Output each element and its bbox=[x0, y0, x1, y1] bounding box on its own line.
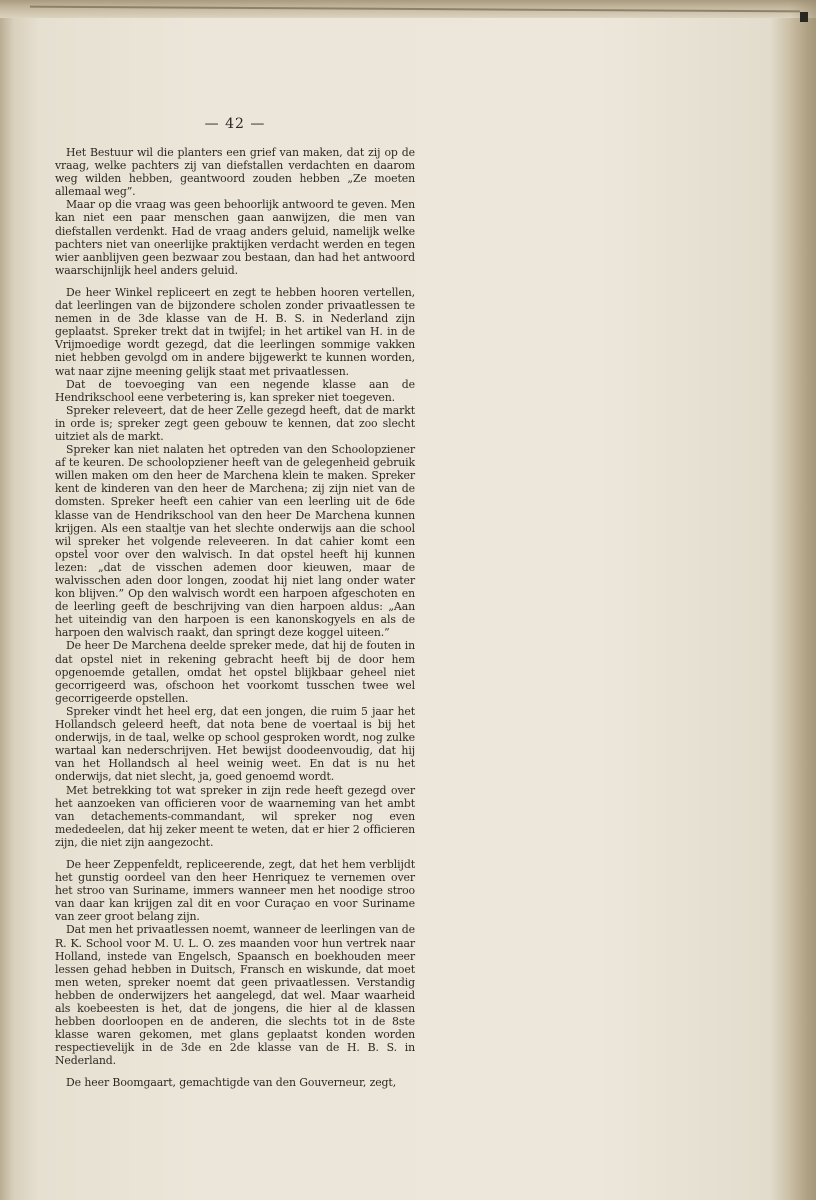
paragraph: Spreker releveert, dat de heer Zelle gezegd heeft, dat de markt in orde is; spreker zegt geen gebouw te kennen, dat zoo slecht uitziet als de markt. bbox=[55, 403, 415, 443]
paragraph: De heer Winkel repliceert en zegt te hebben hooren vertellen, dat leerlingen van de bijzondere scholen zonder privaatlessen te nemen in de 3de klasse van de H. B. S. in Nederland zijn geplaatst. Spreker trekt dat in twijfel; in het artikel van H. in de Vrijmoedige wordt gezegd, dat die leerlingen sommige vakken niet hebben gevolgd om in andere bijgewerkt te kunnen worden, wat naar zijne meening gelijk staat met privaatlessen. bbox=[55, 285, 415, 378]
paragraph: De heer Boomgaart, gemachtigde van den Gouverneur, zegt, bbox=[66, 1076, 397, 1090]
paragraph: Maar op die vraag was geen behoorlijk antwoord te geven. Men kan niet een paar menschen gaan aanwijzen, die men van diefstallen verdenkt. Had de vraag anders geluid, namelijk welke pachters niet van oneerlijke praktijken verdacht werden en tegen wier aanblijven geen bezwaar zou bestaan, dan had het antwoord waarschijnlijk heel anders geluid. bbox=[55, 198, 415, 277]
paragraph: Het Bestuur wil die planters een grief van maken, dat zij op de vraag, welke pachters zij van diefstallen verdachten en daarom weg wilden hebben, geantwoord zouden hebben „Ze moeten allemaal weg”. bbox=[55, 146, 415, 199]
page-number: — 42 — bbox=[204, 116, 266, 132]
paragraph: Spreker vindt het heel erg, dat een jongen, die ruim 5 jaar het Hollandsch geleerd heeft, dat nota bene de voertaal is bij het onderwijs, in de taal, welke op school gesproken wordt, nog zulke wartaal kan nederschrijven. Het bewijst doodeenvoudig, dat hij van het Hollandsch al heel weinig weet. En dat is nu het onderwijs, dat niet slecht, ja, goed genoemd wordt. bbox=[55, 704, 415, 784]
text-body bbox=[55, 146, 415, 1090]
paragraph: De heer De Marchena deelde spreker mede, dat hij de fouten in dat opstel niet in rekening gebracht heeft bij de door hem opgenoemde getallen, omdat het opstel blijkbaar geheel niet gecorrigeerd was, ofschoon het voorkomt tusschen twee wel gecorrigeerde opstellen. bbox=[55, 639, 415, 705]
paragraph: Dat de toevoeging van een negende klasse aan de Hendrikschool eene verbetering is, kan spreker niet toegeven. bbox=[55, 377, 415, 404]
paragraph: Dat men het privaatlessen noemt, wanneer de leerlingen van de R. K. School voor M. U. L. O. zes maanden voor hun vertrek naar Holland, instede van Engelsch, Spaansch en boekhouden meer lessen gehad hebben in Duitsch, Fransch en wiskunde, dat moet men weten, spreker noemt dat geen privaatlessen. Verstandig hebben de onderwijzers het aangelegd, dat wel. Maar waarheid als koebeesten is het, dat de jongens, die hier al de klassen hebben doorloopen en de anderen, die slechts tot in de 8ste klasse waren gekomen, met glans geplaatst konden worden respectievelijk in de 3de en 2de klasse van de H. B. S. in Nederland. bbox=[55, 923, 415, 1068]
paragraph: De heer Zeppenfeldt, repliceerende, zegt, dat het hem verblijdt het gunstig oordeel van den heer Henriquez te vernemen over het stroo van Suriname, immers wanneer men het noodige stroo van daar kan krijgen zal dit en voor Curaçao en voor Suriname van zeer groot belang zijn. bbox=[55, 857, 415, 924]
page-right-edge bbox=[790, 0, 816, 1200]
paragraph: Spreker kan niet nalaten het optreden van den Schoolopziener af te keuren. De schoolopziener heeft van de gelegenheid gebruik willen maken om den heer de Marchena klein te maken. Spreker kent de kinderen van den heer de Marchena; zij zijn niet van de domsten. Spreker heeft een cahier van een leerling uit de 6de klasse van de Hendrikschool van den heer De Marchena kunnen krijgen. Als een staaltje van het slechte onderwijs aan die school wil spreker het volgende releveeren. In dat cahier komt een opstel voor over den walvisch. In dat opstel heeft hij kunnen lezen: „dat de visschen ademen door kieuwen, maar de walvisschen aden door longen, zoodat hij niet lang onder water kon blijven.” Op den walvisch wordt een harpoen afgeschoten en de leerling geeft de beschrijving van dien harpoen aldus: „Aan het uiteindig van den harpoen is een kanonskogyels en als de harpoen den walvisch raakt, dan springt deze koggel uiteen.” bbox=[55, 443, 415, 640]
page-top-edge bbox=[0, 0, 816, 18]
corner-mark bbox=[800, 12, 808, 22]
paragraph: Met betrekking tot wat spreker in zijn rede heeft gezegd over het aanzoeken van officieren voor de waarneming van het ambt van detachements-commandant, wil spreker nog even mededeelen, dat hij zeker meent te weten, dat er hier 2 officieren zijn, die niet zijn aangezocht. bbox=[55, 783, 415, 849]
